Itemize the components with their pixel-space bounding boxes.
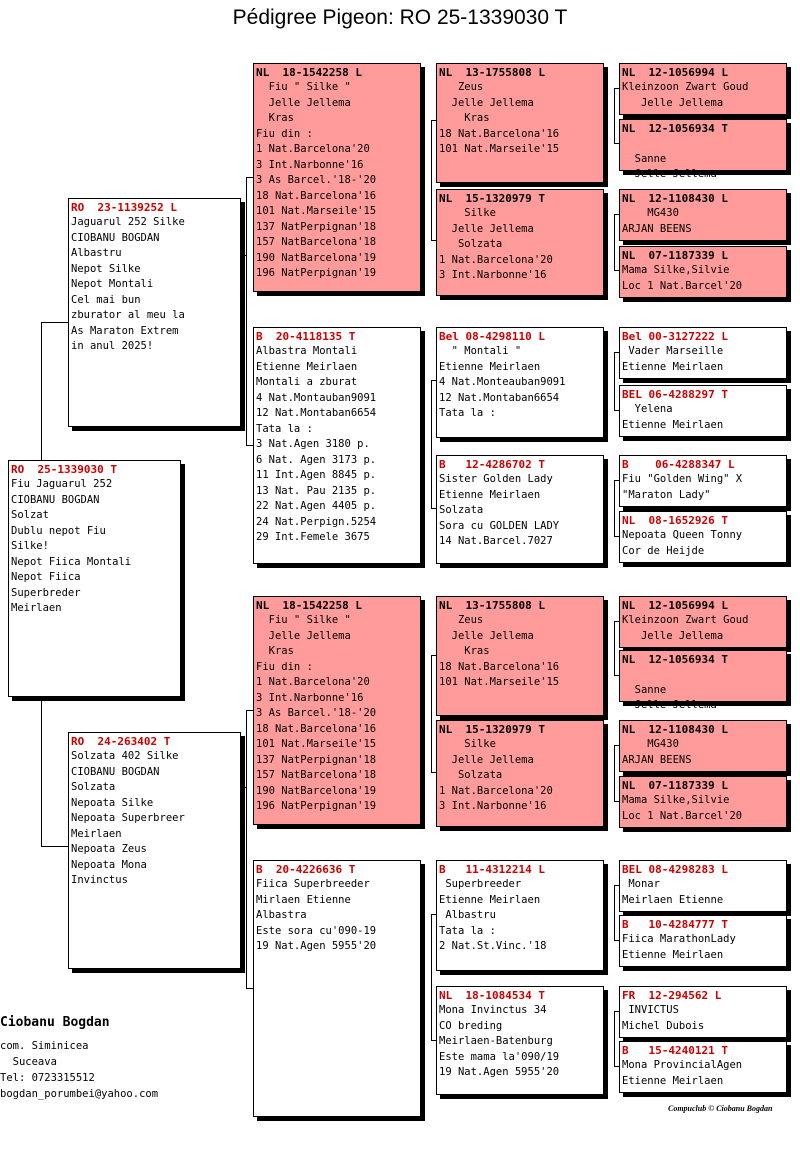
pedigree-connector [41, 846, 68, 847]
detail-line: Silke [439, 738, 496, 750]
pedigree-connector [614, 1066, 619, 1067]
pigeon-details [71, 749, 238, 889]
ring-number: NL 15-1320979 T [439, 723, 545, 736]
ring-number: NL 18-1542258 L [256, 66, 362, 79]
ring-number: RO 25-1339030 T [11, 463, 117, 476]
detail-line: Montali a zburat [256, 376, 358, 388]
pedigree-connector [246, 710, 247, 988]
detail-line: Albastra Montali [256, 345, 358, 357]
pedigree-connector [246, 988, 253, 989]
pedigree-connector [614, 480, 619, 481]
detail-line: Dublu nepot Fiu [11, 524, 106, 537]
pedigree-connector [614, 940, 619, 941]
pigeon-details [71, 215, 238, 355]
page-title: Pédigree Pigeon: RO 25-1339030 T [232, 6, 568, 29]
ring-number: B 20-4226636 T [256, 863, 356, 876]
copyright-note: Compuclub © Ciobanu Bogdan [668, 1104, 773, 1113]
pedigree-connector [614, 480, 615, 536]
pedigree-connector [614, 1011, 619, 1012]
pigeon-card-g3 [619, 189, 787, 241]
detail-line: Jaguarul 252 Silke [71, 216, 185, 228]
detail-line: 3 As Barcel.'18-'20 [256, 174, 377, 186]
detail-line: CIOBANU BOGDAN [71, 231, 160, 244]
detail-line: 3 Nat.Agen 3180 p. [256, 438, 370, 450]
pedigree-connector [614, 270, 619, 271]
ring-number: NL 07-1187339 L [622, 249, 728, 262]
detail-line: Albastru [439, 909, 496, 921]
ring-number: NL 12-1056994 L [622, 599, 728, 612]
pigeon-card-sds [436, 327, 604, 438]
detail-line: Sanne [622, 152, 667, 165]
pedigree-connector [431, 120, 436, 121]
ring-number: NL 07-1187339 L [622, 779, 728, 792]
pigeon-card-g16 [619, 1041, 787, 1093]
pigeon-card-g6 [619, 385, 787, 437]
owner-line: com. Siminicea [0, 1040, 89, 1052]
ring-number: NL 18-1084534 T [439, 989, 545, 1002]
ring-number: FR 12-294562 L [622, 989, 722, 1002]
pedigree-connector [614, 536, 619, 537]
detail-line: Tata la : [256, 422, 313, 435]
detail-line: Etienne Meirlaen [439, 488, 541, 501]
detail-line: Fiu din : [256, 660, 313, 673]
ring-number: RO 23-1139252 L [71, 201, 177, 214]
detail-line: 12 Nat.Montaban6654 [439, 391, 560, 404]
detail-line [622, 136, 784, 152]
pigeon-card-g9 [619, 596, 787, 648]
owner-email: bogdan_porumbei@yahoo.com [0, 1088, 159, 1100]
pedigree-connector [41, 460, 68, 461]
detail-line: 18 Nat.Barcelona'16 [439, 127, 560, 140]
pigeon-details [622, 402, 784, 433]
detail-line: Kras [439, 645, 490, 657]
detail-line: Albastru [71, 247, 122, 259]
detail-line: CIOBANU BOGDAN [71, 765, 160, 778]
detail-line: Nepot Silke [71, 262, 141, 275]
detail-line: 1 Nat.Barcelona'20 [439, 253, 553, 266]
pedigree-connector [431, 120, 432, 240]
pigeon-card-ssd [436, 189, 604, 296]
pedigree-connector [431, 380, 436, 381]
pigeon-card-dss [436, 596, 604, 716]
pigeon-details [439, 1003, 601, 1081]
pigeon-details [439, 344, 601, 422]
detail-line: 19 Nat.Agen 5955'20 [256, 940, 377, 952]
detail-line: Fiica MarathonLady [622, 933, 736, 945]
pedigree-connector [246, 710, 253, 711]
pigeon-card-g8 [619, 511, 787, 563]
ring-number: Bel 00-3127222 L [622, 330, 728, 343]
pigeon-details [622, 344, 784, 375]
pedigree-connector [614, 214, 615, 270]
pigeon-card-g2 [619, 119, 787, 180]
pigeon-card-g12 [619, 776, 787, 828]
pigeon-details [439, 737, 601, 815]
detail-line: Nepot Fiica Montali [11, 555, 132, 568]
pedigree-connector [614, 621, 615, 675]
pedigree-connector [431, 240, 436, 241]
detail-line: 1 Nat.Barcelona'20 [256, 143, 370, 155]
detail-line: 3 Int.Narbonne'16 [439, 800, 547, 812]
owner-phone: Tel: 0723315512 [0, 1072, 95, 1084]
ring-number: NL 12-1056934 T [622, 122, 728, 135]
detail-line: Tata la : [439, 407, 496, 419]
pedigree-connector [614, 352, 619, 353]
detail-line: INVICTUS [622, 1004, 679, 1016]
detail-line: Albastra [256, 909, 307, 921]
detail-line: Etienne Meirlaen [622, 418, 724, 431]
detail-line: Jelle Jellema [439, 753, 534, 766]
detail-line: Superbreeder [439, 878, 522, 890]
detail-line: Sister Golden Lady [439, 473, 553, 485]
detail-line: Nepoata Superbreer [71, 812, 185, 824]
pigeon-details [256, 613, 418, 815]
detail-line: Nepot Fiica [11, 571, 81, 583]
detail-line: Nepoata Zeus [71, 843, 147, 855]
detail-line: Meirlaen [71, 827, 122, 840]
detail-line: 3 Int.Narbonne'16 [439, 269, 547, 281]
detail-line: in anul 2025! [71, 340, 154, 352]
detail-line: Zeus [439, 614, 484, 626]
pigeon-details [622, 263, 784, 294]
detail-line: Sora cu GOLDEN LADY [439, 519, 560, 532]
pigeon-details [256, 877, 418, 955]
detail-line: Solzata [439, 238, 503, 250]
detail-line: Fiu Jaguarul 252 [11, 478, 113, 490]
detail-line: Meirlaen Etienne [622, 893, 724, 906]
detail-line: MG430 [622, 738, 679, 750]
ring-number: RO 24-263402 T [71, 735, 171, 748]
ring-number: BEL 08-4298283 L [622, 863, 728, 876]
detail-line: 2 Nat.St.Vinc.'18 [439, 940, 547, 952]
detail-line: 137 NatPerpignan'18 [256, 220, 377, 233]
detail-line: Este sora cu'090-19 [256, 924, 377, 937]
ring-number: NL 12-1108430 L [622, 192, 728, 205]
pigeon-details [622, 737, 784, 768]
pedigree-connector [614, 143, 619, 144]
pedigree-connector [614, 801, 619, 802]
pedigree-connector [431, 914, 436, 915]
detail-line: Jelle Jellema [439, 629, 534, 642]
detail-line: MG430 [622, 207, 679, 219]
detail-line: Jelle Jellema [439, 222, 534, 235]
detail-line: Nepoata Silke [71, 796, 154, 809]
detail-line: 13 Nat. Pau 2135 p. [256, 484, 377, 497]
detail-line: Este mama la'090/19 [439, 1050, 560, 1063]
detail-line: 1 Nat.Barcelona'20 [256, 676, 370, 688]
detail-line: Invinctus [71, 874, 128, 886]
pigeon-card-g4 [619, 246, 787, 298]
pedigree-connector [431, 380, 432, 508]
pedigree-connector [246, 177, 247, 445]
detail-line: 196 NatPerpignan'19 [256, 267, 377, 279]
detail-line: Jelle Jellema [256, 96, 351, 109]
detail-line: Jelle Jellema [256, 629, 351, 642]
pigeon-details [622, 136, 784, 183]
detail-line: ARJAN BEENS [622, 222, 692, 235]
detail-line: 4 Nat.Monteauban9091 [439, 376, 566, 388]
detail-line: 190 NatBarcelona'19 [256, 251, 377, 264]
owner-contact [0, 1038, 158, 1102]
pigeon-card-sire [68, 198, 241, 427]
pigeon-card-g10 [619, 650, 787, 711]
detail-line: Kras [256, 112, 294, 124]
ring-number: B 06-4288347 L [622, 458, 735, 471]
pigeon-details [439, 877, 601, 955]
detail-line: 19 Nat.Agen 5955'20 [439, 1066, 560, 1078]
detail-line: Sanne [622, 683, 667, 696]
detail-line: Etienne Meirlaen [439, 893, 541, 906]
ring-number: NL 18-1542258 L [256, 599, 362, 612]
pigeon-details [622, 877, 784, 908]
detail-line: 101 Nat.Marseile'15 [439, 143, 560, 155]
detail-line: 157 NatBarcelona'18 [256, 236, 377, 248]
detail-line: Nepoata Mona [71, 858, 147, 871]
detail-line: 101 Nat.Marseile'15 [256, 738, 377, 750]
detail-line: Tata la : [439, 924, 496, 937]
pedigree-connector [614, 88, 619, 89]
detail-line: Solzata [71, 781, 116, 793]
detail-line: Jelle Jellema [622, 699, 717, 711]
pigeon-details [622, 1003, 784, 1034]
detail-line: 12 Nat.Montaban6654 [256, 407, 377, 419]
pigeon-card-g15 [619, 986, 787, 1038]
detail-line: 3 As Barcel.'18-'20 [256, 707, 377, 719]
detail-line: 14 Nat.Barcel.7027 [439, 535, 553, 547]
detail-line: 101 Nat.Marseile'15 [256, 205, 377, 217]
ring-number: NL 15-1320979 T [439, 192, 545, 205]
detail-line: ARJAN BEENS [622, 753, 692, 766]
pedigree-connector [41, 322, 42, 460]
detail-line: Mona Invinctus 34 [439, 1004, 547, 1016]
detail-line: Cor de Heijde [622, 544, 705, 557]
pigeon-details [439, 80, 601, 158]
pigeon-card-g13 [619, 860, 787, 912]
detail-line: 101 Nat.Marseile'15 [439, 676, 560, 688]
pigeon-card-sdd [436, 455, 604, 564]
pigeon-details [439, 613, 601, 691]
detail-line: CIOBANU BOGDAN [11, 493, 100, 506]
pigeon-card-dam [68, 732, 241, 969]
ring-number: B 20-4118135 T [256, 330, 356, 343]
pedigree-connector [614, 88, 615, 143]
detail-line: 3 Int.Narbonne'16 [256, 158, 364, 171]
detail-line: Jelle Jellema [622, 168, 717, 180]
pigeon-details [622, 472, 784, 503]
pedigree-connector [614, 214, 619, 215]
detail-line: 29 Int.Femele 3675 [256, 531, 370, 543]
detail-line: " Montali " [439, 345, 522, 357]
pigeon-card-ss [253, 63, 421, 292]
pigeon-card-subject [8, 460, 181, 697]
detail-line: Mirlaen Etienne [256, 893, 351, 906]
pedigree-connector [614, 1011, 615, 1066]
pedigree-connector [614, 621, 619, 622]
pigeon-card-g14 [619, 915, 787, 967]
detail-line: Jelle Jellema [439, 96, 534, 109]
detail-line: As Maraton Extrem [71, 324, 179, 337]
detail-line: Michel Dubois [622, 1019, 705, 1032]
detail-line: Fiu "Golden Wing" X [622, 473, 743, 485]
detail-line: 18 Nat.Barcelona'16 [256, 189, 377, 202]
detail-line: Mama Silke,Silvie [622, 264, 730, 276]
ring-number: Bel 08-4298110 L [439, 330, 545, 343]
pedigree-connector [431, 1040, 436, 1041]
pigeon-card-g5 [619, 327, 787, 379]
pedigree-connector [614, 885, 615, 940]
detail-line: 24 Nat.Perpign.5254 [256, 515, 377, 528]
pigeon-details [439, 206, 601, 284]
pigeon-details [622, 932, 784, 963]
pedigree-connector [431, 508, 436, 509]
detail-line: Etienne Meirlaen [622, 1074, 724, 1087]
detail-line: Jelle Jellema [622, 629, 724, 642]
pigeon-details [622, 206, 784, 237]
detail-line: Mona ProvincialAgen [622, 1059, 743, 1071]
pigeon-card-dsd [436, 720, 604, 827]
detail-line: Etienne Meirlaen [622, 948, 724, 961]
pedigree-connector [41, 322, 68, 323]
detail-line: Solzata [439, 769, 503, 781]
ring-number: B 10-4284777 T [622, 918, 728, 931]
ring-number: NL 13-1755808 L [439, 66, 545, 79]
ring-number: NL 12-1056994 L [622, 66, 728, 79]
detail-line: Solzat [11, 509, 49, 521]
ring-number: NL 08-1652926 T [622, 514, 728, 527]
detail-line: Loc 1 Nat.Barcel'20 [622, 279, 743, 292]
owner-name: Ciobanu Bogdan [0, 1015, 110, 1030]
ring-number: NL 12-1108430 L [622, 723, 728, 736]
detail-line [622, 667, 784, 683]
pigeon-details [622, 80, 784, 111]
detail-line: Kleinzoon Zwart Goud [622, 81, 749, 93]
detail-line: Mama Silke,Silvie [622, 794, 730, 806]
detail-line: 1 Nat.Barcelona'20 [439, 784, 553, 797]
ring-number: BEL 06-4288297 T [622, 388, 728, 401]
pigeon-details [622, 613, 784, 644]
pigeon-details [622, 528, 784, 559]
pedigree-connector [614, 410, 619, 411]
pedigree-connector [431, 655, 436, 656]
pedigree-connector [246, 445, 253, 446]
pedigree-connector [41, 697, 42, 846]
pedigree-connector [614, 745, 619, 746]
detail-line: Solzata [439, 504, 484, 516]
detail-line: 6 Nat. Agen 3173 p. [256, 453, 377, 466]
detail-line: 196 NatPerpignan'19 [256, 800, 377, 812]
pigeon-card-sd [253, 327, 421, 564]
pigeon-card-ddd [436, 986, 604, 1095]
pigeon-details [622, 1058, 784, 1089]
pigeon-card-g11 [619, 720, 787, 772]
ring-number: B 12-4286702 T [439, 458, 545, 471]
pedigree-connector [614, 352, 615, 410]
pigeon-card-sss [436, 63, 604, 183]
pedigree-connector [431, 914, 432, 1040]
detail-line: Zeus [439, 81, 484, 93]
pigeon-card-g7 [619, 455, 787, 507]
detail-line: Nepoata Queen Tonny [622, 529, 743, 541]
detail-line: Kras [256, 645, 294, 657]
ring-number: B 11-4312214 L [439, 863, 545, 876]
detail-line: Silke! [11, 540, 49, 552]
detail-line: Fiu din : [256, 127, 313, 140]
pedigree-connector [431, 772, 436, 773]
detail-line: Vader Marseille [622, 345, 724, 357]
detail-line: Etienne Meirlaen [439, 360, 541, 373]
ring-number: NL 12-1056934 T [622, 653, 728, 666]
detail-line: zburator al meu la [71, 309, 185, 321]
detail-line: 3 Int.Narbonne'16 [256, 691, 364, 704]
detail-line: 18 Nat.Barcelona'16 [256, 722, 377, 735]
pigeon-details [256, 344, 418, 546]
pedigree-connector [246, 177, 253, 178]
detail-line: 22 Nat.Agen 4405 p. [256, 500, 377, 512]
detail-line: 190 NatBarcelona'19 [256, 784, 377, 797]
pedigree-connector [614, 675, 619, 676]
pigeon-details [622, 667, 784, 714]
detail-line: Etienne Meirlaen [622, 360, 724, 373]
detail-line: "Maraton Lady" [622, 488, 711, 501]
detail-line: 137 NatPerpignan'18 [256, 753, 377, 766]
detail-line: Fiu " Silke " [256, 614, 351, 626]
detail-line: Meirlaen [11, 602, 62, 614]
detail-line: 18 Nat.Barcelona'16 [439, 660, 560, 673]
pigeon-details [622, 793, 784, 824]
ring-number: B 15-4240121 T [622, 1044, 728, 1057]
detail-line: Yelena [622, 403, 673, 415]
pigeon-card-g1 [619, 63, 787, 115]
pedigree-connector [614, 885, 619, 886]
pigeon-details [439, 472, 601, 550]
pigeon-details [11, 477, 178, 617]
pedigree-connector [431, 655, 432, 772]
detail-line: CO breding [439, 1019, 503, 1032]
detail-line: Superbreder [11, 586, 81, 599]
pigeon-details [256, 80, 418, 282]
pedigree-connector [41, 697, 68, 698]
detail-line: 4 Nat.Montauban9091 [256, 391, 377, 404]
detail-line: Jelle Jellema [622, 96, 724, 109]
detail-line: Silke [439, 207, 496, 219]
detail-line: Kras [439, 112, 490, 124]
pedigree-connector [614, 745, 615, 801]
detail-line: 11 Int.Agen 8845 p. [256, 469, 377, 481]
detail-line: Fiu " Silke " [256, 81, 351, 93]
detail-line: Etienne Meirlaen [256, 360, 358, 373]
detail-line: Loc 1 Nat.Barcel'20 [622, 809, 743, 822]
pigeon-card-dd [253, 860, 421, 1117]
pigeon-card-dds [436, 860, 604, 971]
ring-number: NL 13-1755808 L [439, 599, 545, 612]
detail-line: Solzata 402 Silke [71, 750, 179, 762]
detail-line: 157 NatBarcelona'18 [256, 769, 377, 781]
pigeon-card-ds [253, 596, 421, 825]
detail-line: Kleinzoon Zwart Goud [622, 614, 749, 626]
detail-line: Cel mai bun [71, 293, 141, 306]
detail-line: Nepot Montali [71, 278, 154, 290]
owner-line: Suceava [0, 1056, 57, 1068]
detail-line: Meirlaen-Batenburg [439, 1035, 553, 1047]
detail-line: Monar [622, 878, 660, 890]
detail-line: Fiica Superbreeder [256, 878, 370, 890]
